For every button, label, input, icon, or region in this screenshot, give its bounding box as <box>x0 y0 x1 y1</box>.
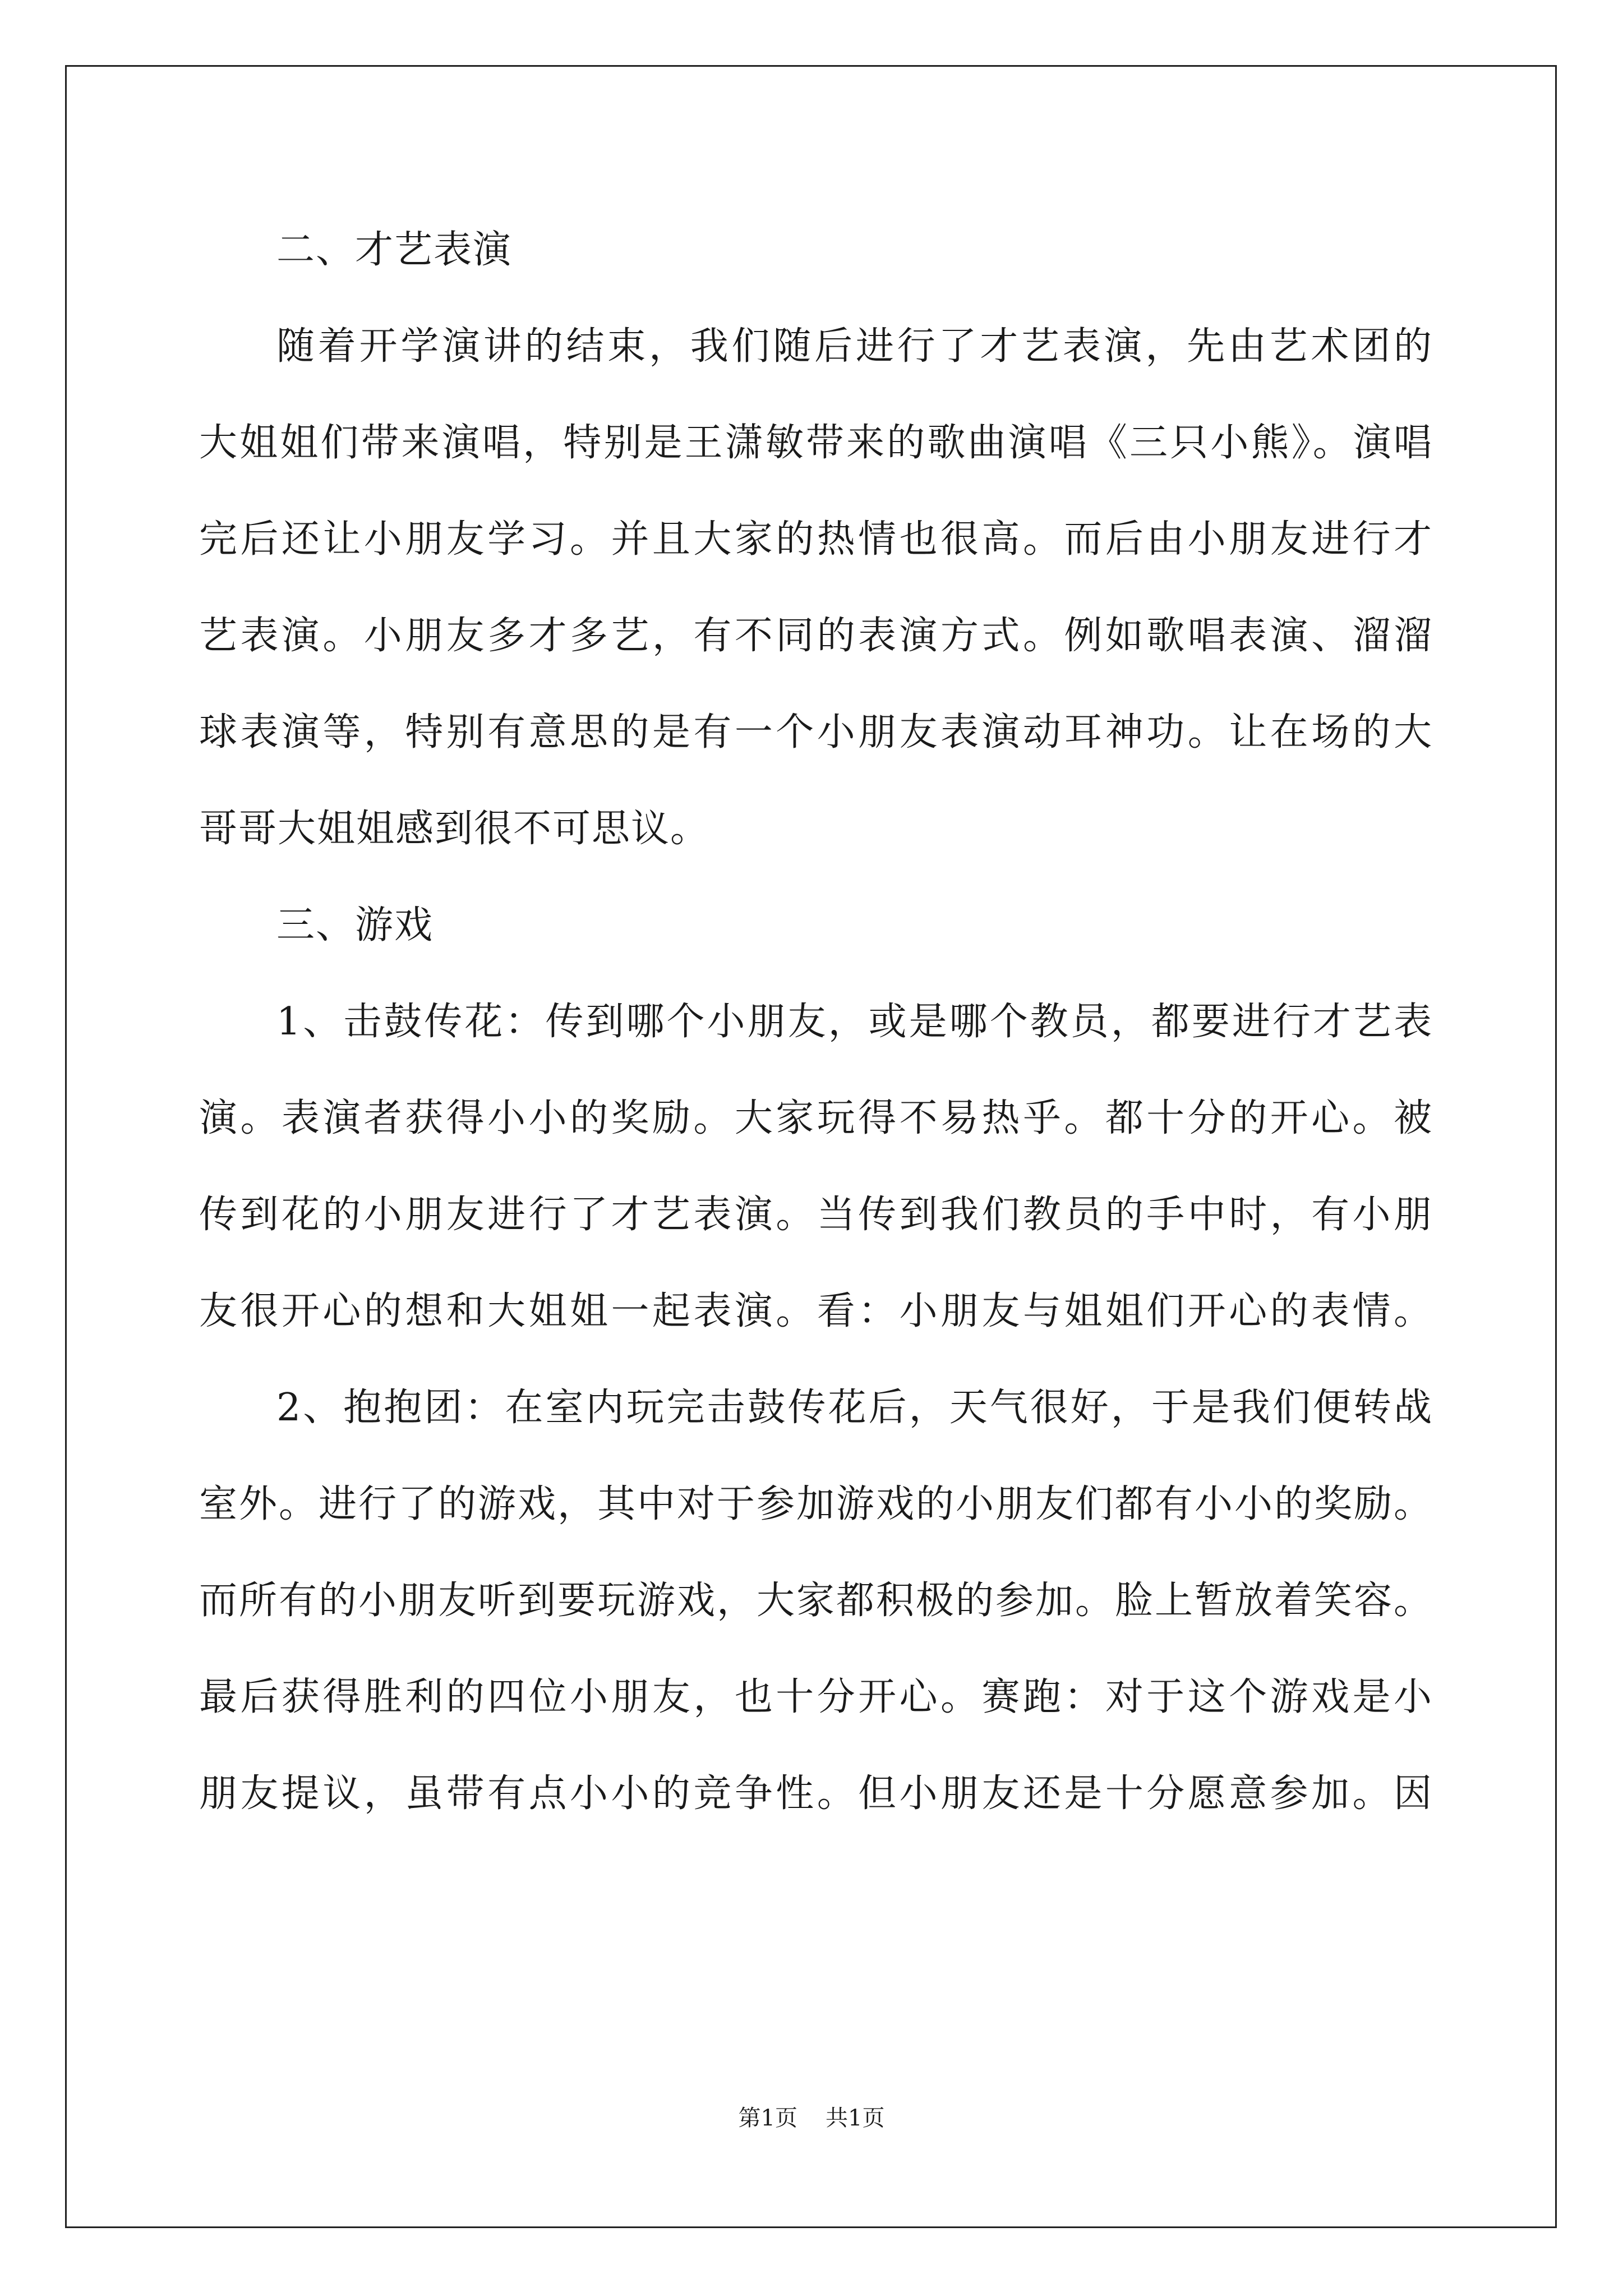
paragraph-line: 随着开学演讲的结束，我们随后进行了才艺表演，先由艺术团的 <box>276 324 1433 369</box>
paragraph-line: 而所有的小朋友听到要玩游戏，大家都积极的参加。脸上暂放着笑容。 <box>199 1579 1433 1623</box>
paragraph-line: 朋友提议，虽带有点小小的竞争性。但小朋友还是十分愿意参加。因 <box>199 1772 1433 1816</box>
paragraph-line: 1、击鼓传花：传到哪个小朋友，或是哪个教员，都要进行才艺表 <box>276 1000 1433 1044</box>
page-number-total: 共1页 <box>826 2105 885 2131</box>
paragraph-line: 演。表演者获得小小的奖励。大家玩得不易热乎。都十分的开心。被 <box>199 1096 1433 1140</box>
paragraph-line: 大姐姐们带来演唱，特别是王潇敏带来的歌曲演唱《三只小熊》。演唱 <box>199 421 1433 465</box>
paragraph-line: 球表演等，特别有意思的是有一个小朋友表演动耳神功。让在场的大 <box>199 710 1433 754</box>
page-number-current: 第1页 <box>738 2105 797 2131</box>
paragraph-line: 艺表演。小朋友多才多艺，有不同的表演方式。例如歌唱表演、溜溜 <box>199 614 1433 658</box>
paragraph-line: 友很开心的想和大姐姐一起表演。看：小朋友与姐姐们开心的表情。 <box>199 1289 1433 1333</box>
document-body <box>199 213 1433 1853</box>
paragraph-line: 传到花的小朋友进行了才艺表演。当传到我们教员的手中时，有小朋 <box>199 1193 1433 1237</box>
paragraph-line: 最后获得胜利的四位小朋友，也十分开心。赛跑：对于这个游戏是小 <box>199 1675 1433 1719</box>
page-footer <box>0 2102 1623 2134</box>
section-heading-talent: 二、才艺表演 <box>276 228 513 272</box>
paragraph-line: 2、抱抱团：在室内玩完击鼓传花后，天气很好，于是我们便转战 <box>276 1386 1433 1430</box>
paragraph-line: 哥哥大姐姐感到很不可思议。 <box>199 807 710 851</box>
paragraph-line: 室外。进行了的游戏，其中对于参加游戏的小朋友们都有小小的奖励。 <box>199 1482 1433 1526</box>
paragraph-line: 完后还让小朋友学习。并且大家的热情也很高。而后由小朋友进行才 <box>199 517 1433 562</box>
section-heading-games: 三、游戏 <box>276 903 434 947</box>
